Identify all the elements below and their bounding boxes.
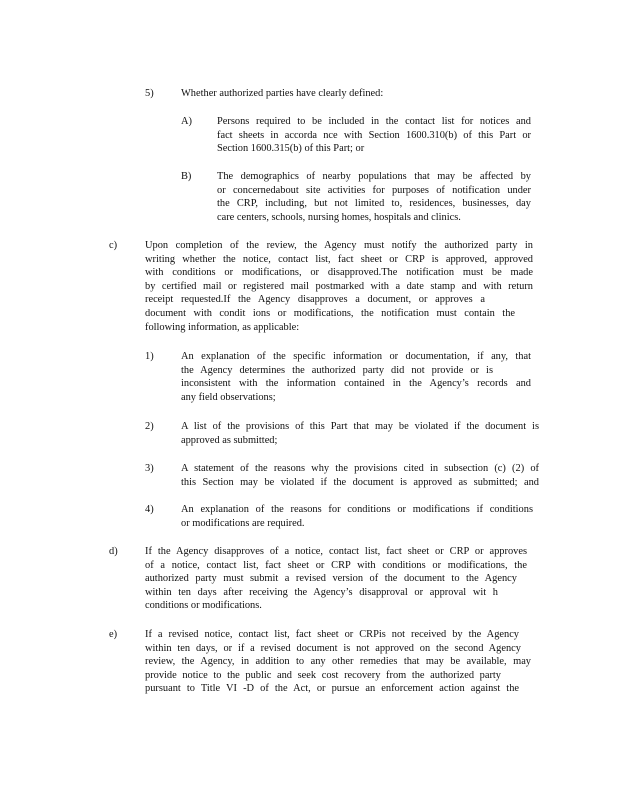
item-label: 2)	[145, 421, 154, 432]
text-line: Upon completion of the review, the Agency must notify the authorized party in	[145, 240, 533, 251]
text-line: inconsistent with the information contained in the Agency’s records and	[181, 378, 531, 390]
text-line: within ten days after receiving the Agency’s disapproval or approval wit h	[145, 586, 498, 598]
text-line: An explanation of the specific information or documentation, if any, that	[181, 351, 531, 362]
text-line: the CRP, including, but not limited to, residences, businesses, day	[217, 198, 531, 210]
text-line: following information, as applicable:	[145, 321, 300, 333]
item-label: 3)	[145, 463, 154, 474]
text-line: Section 1600.315(b) of this Part; or	[217, 143, 365, 155]
item-label: B)	[181, 171, 192, 182]
item-text	[145, 545, 527, 613]
text-line: Persons required to be included in the contact list for notices and	[217, 116, 531, 127]
item-text	[181, 462, 539, 489]
text-line: within ten days, or if a revised document is not approved on the second Agency	[145, 642, 521, 654]
item-label: c)	[109, 240, 118, 251]
item-text	[181, 420, 539, 447]
item-label: 5)	[145, 88, 154, 99]
item-text	[145, 239, 533, 334]
text-line: A statement of the reasons why the provisions cited in subsection (c) (2) of	[181, 463, 539, 474]
text-line: An explanation of the reasons for conditions or modifications if conditions	[181, 504, 533, 515]
item-text	[181, 350, 531, 404]
text-line: the Agency determines the authorized party did not provide or is	[181, 364, 493, 376]
item-label: d)	[109, 546, 118, 557]
text-line: A list of the provisions of this Part that may be violated if the document is	[181, 421, 539, 432]
text-line: Whether authorized parties have clearly defined:	[181, 88, 384, 99]
item-label: 4)	[145, 504, 154, 515]
text-line: of a notice, contact list, fact sheet or CRP with conditions or modifications, the	[145, 559, 527, 571]
item-text	[217, 170, 531, 224]
text-line: this Section may be violated if the document is approved as submitted; and	[181, 476, 539, 488]
text-line: provide notice to the public and seek cost recovery from the authorized party	[145, 669, 501, 681]
text-line: with conditions or modifications, or disapproved.The notification must be made	[145, 267, 533, 279]
text-line: any field observations;	[181, 391, 276, 403]
item-text	[217, 115, 531, 156]
text-line: conditions or modifications.	[145, 600, 262, 612]
item-text	[181, 87, 441, 101]
text-line: fact sheets in accorda nce with Section 1600.310(b) of this Part or	[217, 129, 531, 141]
text-line: document with condit ions or modifications, the notification must contain the	[145, 307, 515, 319]
item-label: 1)	[145, 351, 154, 362]
text-line: or modifications are required.	[181, 517, 305, 529]
text-line: authorized party must submit a revised version of the document to the Agency	[145, 573, 517, 585]
text-line: approved as submitted;	[181, 434, 278, 446]
text-line: writing whether the notice, contact list, fact sheet or CRP is approved, approved	[145, 253, 533, 265]
text-line: The demographics of nearby populations that may be affected by	[217, 171, 531, 182]
item-label: e)	[109, 629, 118, 640]
text-line: by certified mail or registered mail postmarked with a date stamp and with return	[145, 280, 533, 292]
text-line: receipt requested.If the Agency disapproves a document, or approves a	[145, 294, 485, 306]
item-label: A)	[181, 116, 192, 127]
item-text	[181, 503, 533, 530]
text-line: care centers, schools, nursing homes, hospitals and clinics.	[217, 211, 461, 223]
text-line: pursuant to Title VI -D of the Act, or pursue an enforcement action against the	[145, 683, 519, 695]
text-line: review, the Agency, in addition to any other remedies that may be available, may	[145, 656, 531, 668]
text-line: If a revised notice, contact list, fact sheet or CRPis not received by the Agency	[145, 629, 519, 640]
text-line: If the Agency disapproves of a notice, contact list, fact sheet or CRP or approves	[145, 546, 527, 557]
text-line: or concernedabout site activities for purposes of notification under	[217, 184, 531, 196]
item-text	[145, 628, 531, 696]
